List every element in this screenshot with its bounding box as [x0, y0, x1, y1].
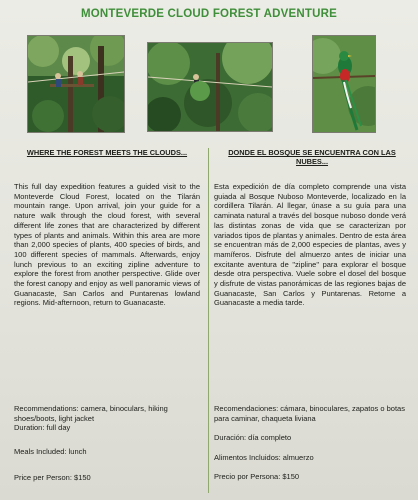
english-heading: WHERE THE FOREST MEETS THE CLOUDS...	[26, 148, 188, 157]
quetzal-photo	[312, 35, 376, 133]
spanish-heading: DONDE EL BOSQUE SE ENCUENTRA CON LAS NUBES...	[228, 148, 396, 166]
zipline-image	[28, 36, 124, 132]
canopy-image	[148, 43, 272, 131]
zipline-photo	[27, 35, 125, 133]
quetzal-bird-image	[313, 36, 375, 132]
english-price: Price per Person: $150	[14, 473, 91, 482]
english-recommendations: Recommendations: camera, binoculars, hiking shoes/boots, light jacket	[14, 404, 168, 423]
spanish-price: Precio por Persona: $150	[214, 472, 300, 481]
column-divider	[208, 148, 209, 493]
spanish-meals: Alimentos Incluidos: almuerzo	[214, 453, 314, 462]
spanish-duration: Duración: día completo	[214, 433, 292, 442]
english-meals: Meals Included: lunch	[14, 447, 87, 456]
canopy-photo	[147, 42, 273, 132]
spanish-description: Esta expedición de día completo comprende una vista guiada al Bosque Nuboso Monteverde, localizado en la cordillera Tilarán. Al llegar, únase a su guía para una caminata natural a través del bosque nuboso donde verá las distintas zonas de vida que se caracterizan por variados tipos de plantas y animales. Dentro de esta área se encuentran más de 2,000 especies de plantas, aves y mamíferos. Disfrute del almuerzo antes de iniciar una excitante aventura de "zipline" para explorar el bosque desde otra perspectiva. Vuele sobre el dosel del bosque y disfrute de vistas panorámicas de las regiones bajas de Guanacaste, San Carlos y Puntarenas. Retorne a Guanacaste a media tarde.	[214, 182, 406, 308]
english-duration: Duration: full day	[14, 423, 71, 432]
english-description: This full day expedition features a guided visit to the Monteverde Cloud Forest, located on the Tilarán mountain range. Upon arrival, join your guide for a nature walk through the cloud forest, with several different life zones that are characterized by different types of plants and animals. Within this area are more than 2,000 species of plants, 400 species of birds, and 100 different species of mammals. Afterwards, enjoy lunch previous to an exciting zipline adventure to explore the forest from another perspective. Glide over the forest canopy and enjoy as well panoramic views of Guanacaste, San Carlos and Puntarenas lowland regions. Mid-afternoon, return to Guanacaste.	[14, 182, 200, 308]
spanish-recommendations: Recomendaciones: cámara, binoculares, zapatos o botas para caminar, chaqueta liviana	[214, 404, 405, 423]
page-title: MONTEVERDE CLOUD FOREST ADVENTURE	[81, 8, 337, 20]
